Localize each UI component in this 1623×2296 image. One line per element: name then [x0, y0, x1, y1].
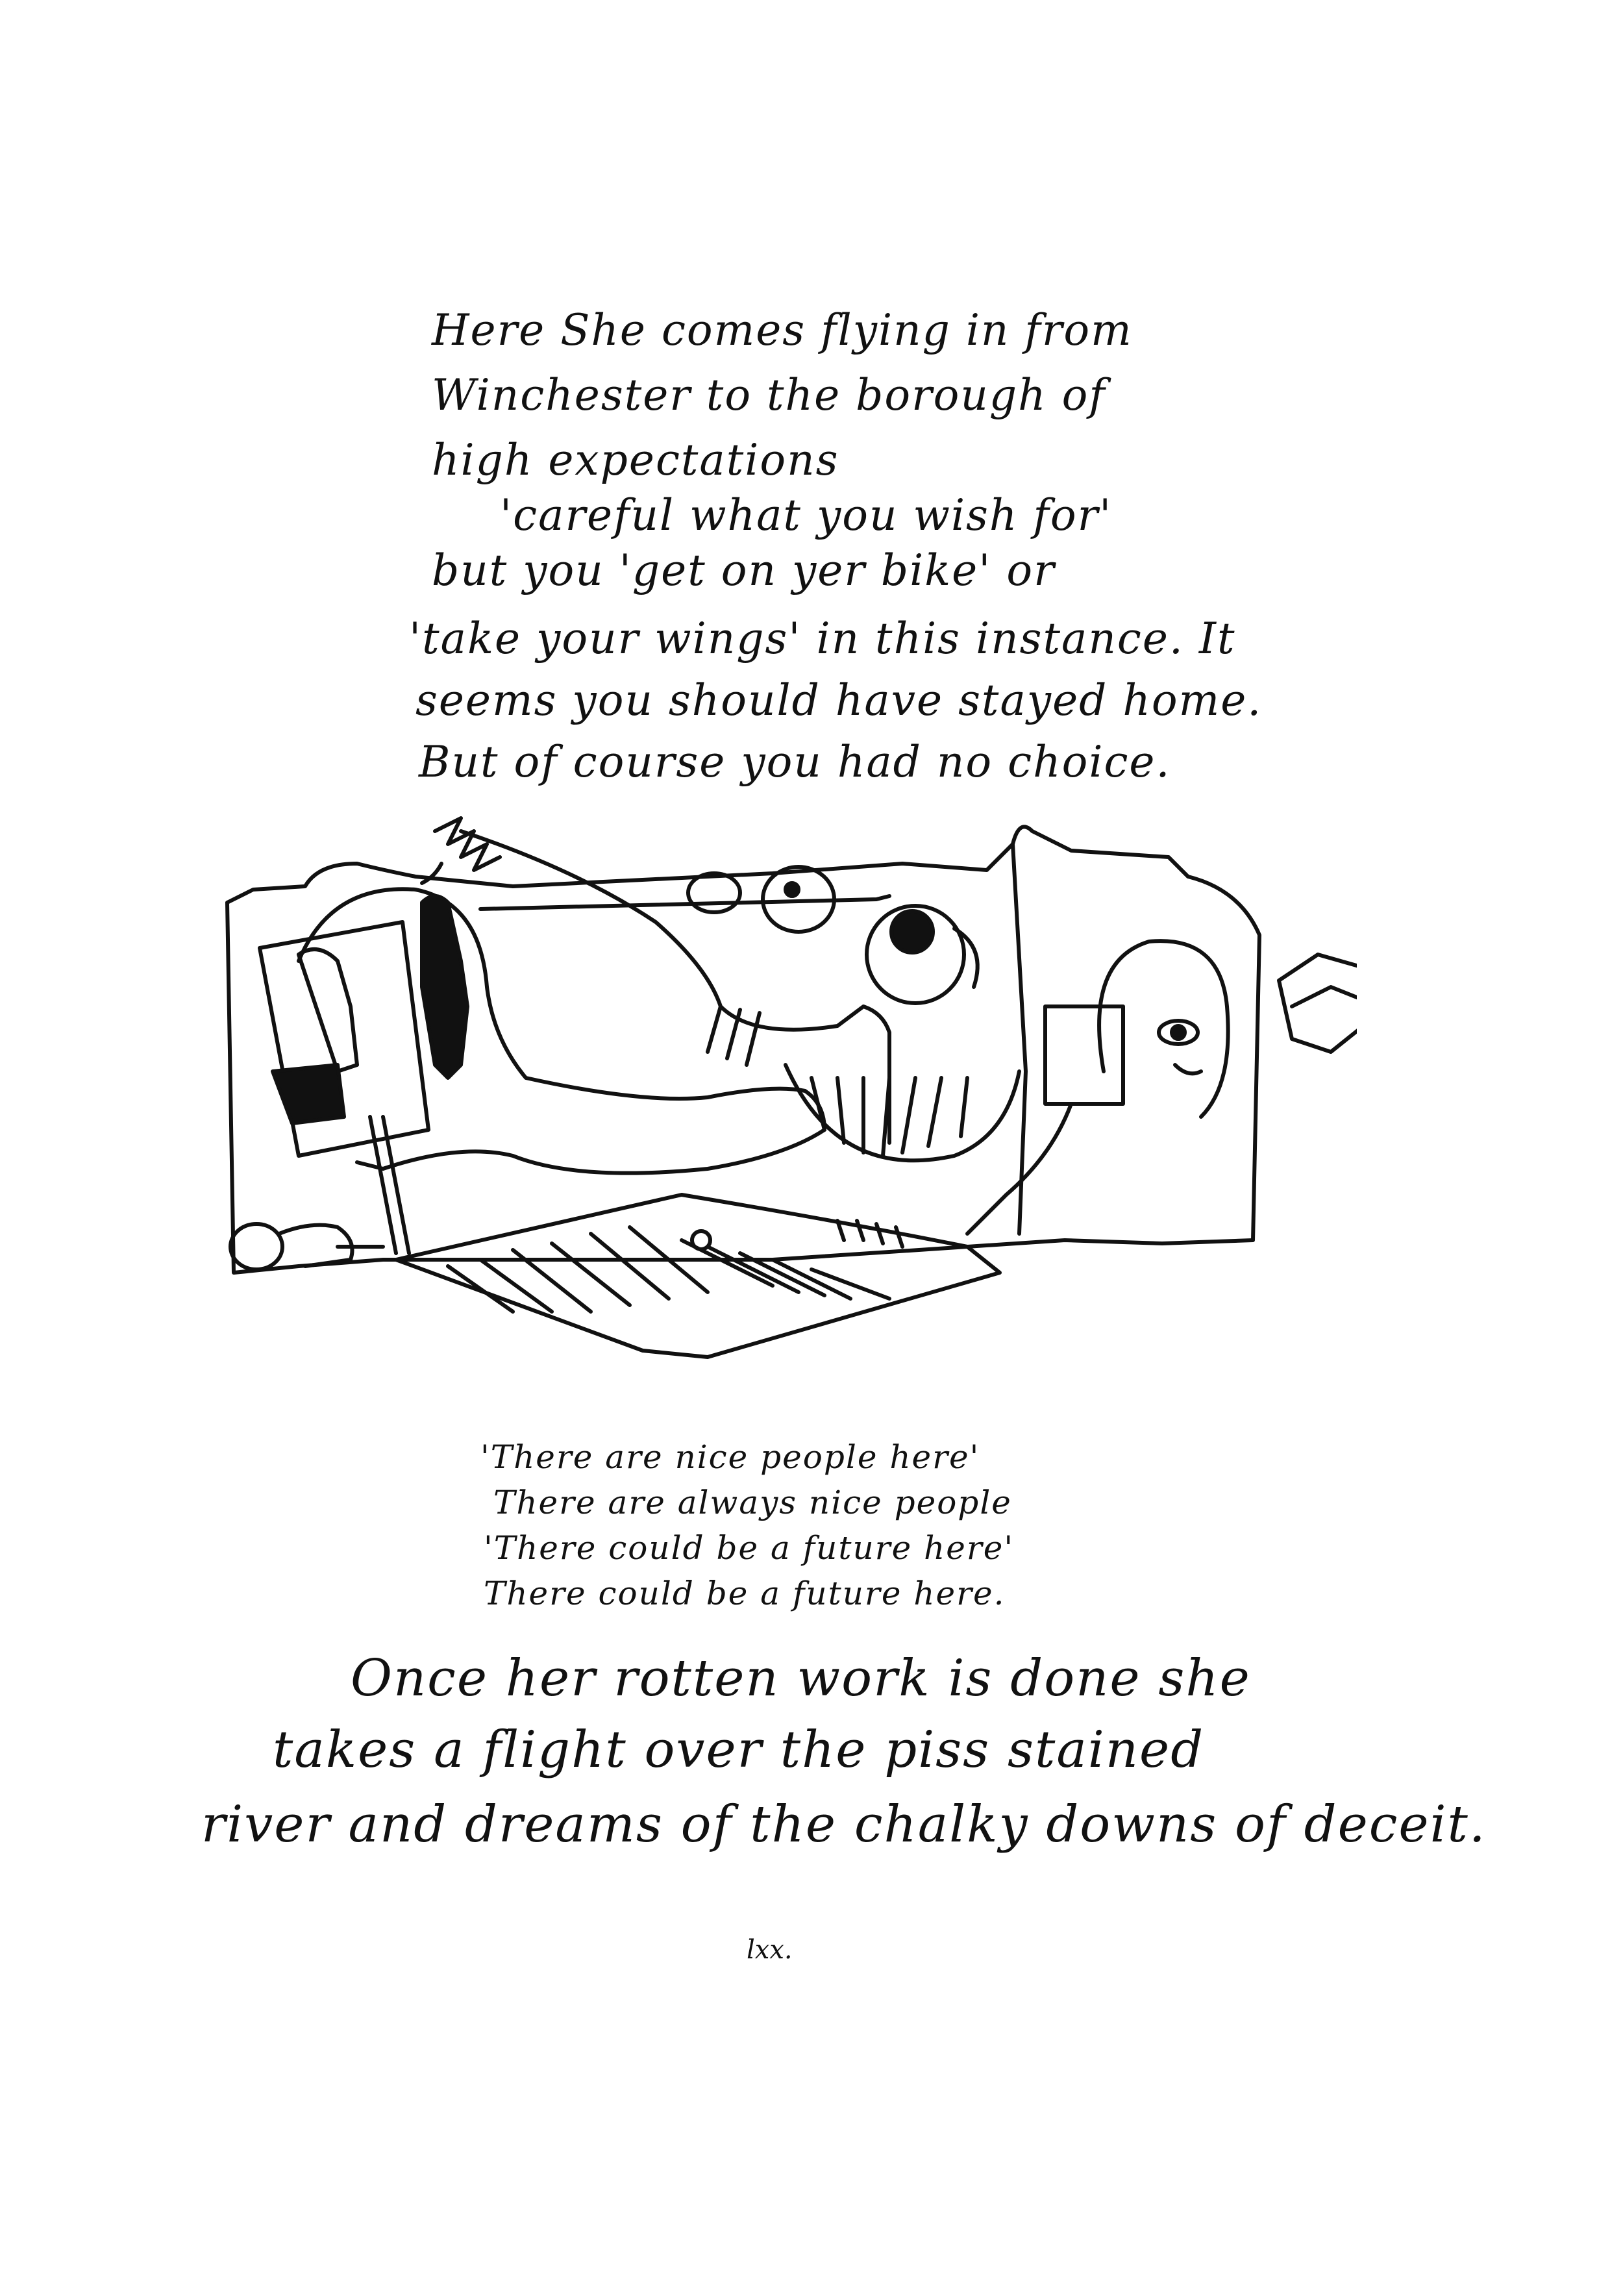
poem-line: high expectations [432, 435, 839, 485]
poem-line: But of course you had no choice. [419, 737, 1171, 787]
pen-sketch-illustration [188, 792, 1357, 1409]
poem-line: 'careful what you wish for' [500, 490, 1113, 540]
poem-line: seems you should have stayed home. [415, 675, 1263, 725]
poem-line: but you 'get on yer bike' or [432, 545, 1056, 595]
poem-line: Here She comes flying in from [432, 305, 1133, 355]
poem-line: 'There could be a future here' [484, 1529, 1015, 1567]
poem-line: river and dreams of the chalky downs of deceit. [201, 1795, 1487, 1854]
poem-line: There are always nice people [493, 1484, 1012, 1521]
poem-line: 'There are nice people here' [480, 1438, 980, 1476]
poem-line: There could be a future here. [484, 1575, 1006, 1612]
page-number: lxx. [747, 1935, 793, 1965]
poem-line: Winchester to the borough of [432, 370, 1106, 420]
poem-line: 'take your wings' in this instance. It [409, 614, 1236, 664]
poem-line: Once her rotten work is done she [351, 1649, 1251, 1708]
poem-line: takes a flight over the piss stained [273, 1721, 1205, 1779]
